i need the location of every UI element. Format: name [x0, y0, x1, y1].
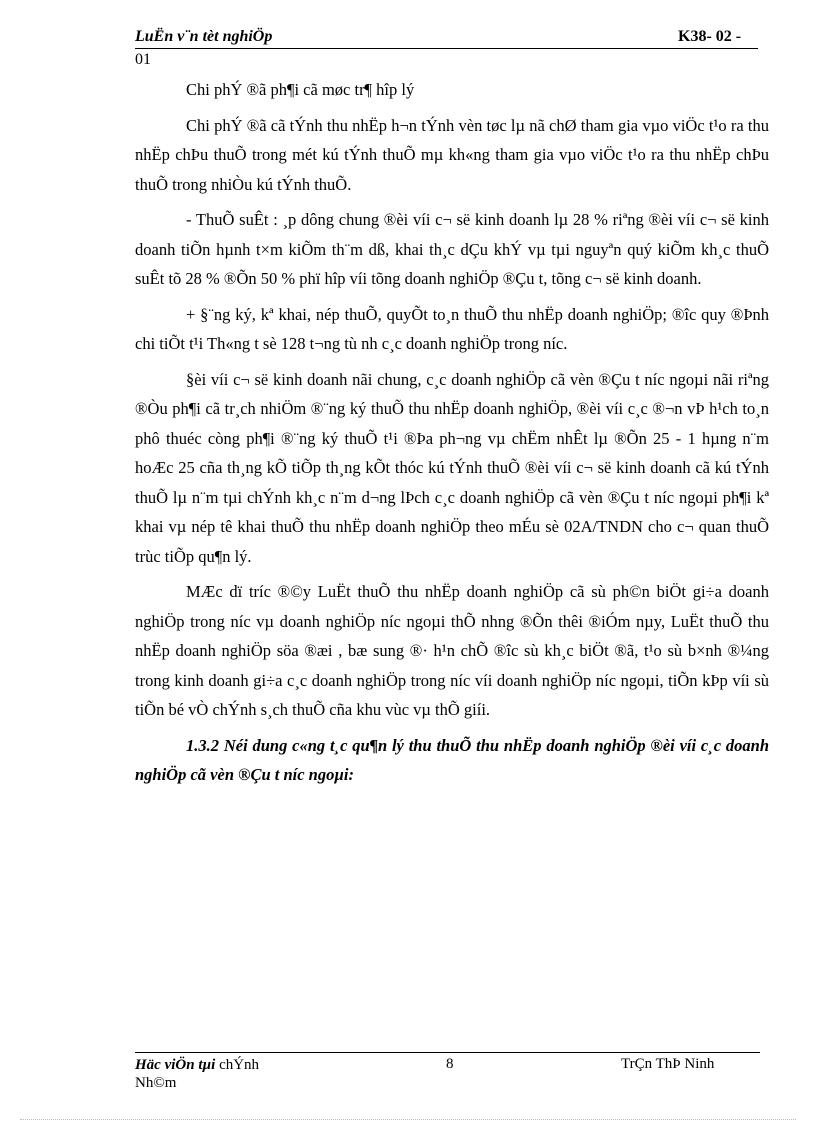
- header-class-code: K38- 02 -: [678, 28, 742, 45]
- paragraph: - ThuÕ suÊt : ¸p dông chung ®èi víi c¬ së kinh doanh lµ 28 % riªng ®èi víi c¬ së kinh doanh tiÕn hµnh t×m kiÕm th¨m dß, khai th¸c dÇu khÝ vµ tµi nguyªn quý kiÕm kh¸c thuÕ suÊt tõ 28 % ®Õn 50 % phï hîp víi tõng doanh nghiÖp ®Çu t, tõng c¬ së kinh doanh.: [135, 210, 769, 288]
- header-divider: [135, 48, 758, 49]
- footer-divider: [135, 1052, 760, 1053]
- header-class-code-wrap: 01: [135, 51, 151, 68]
- body-text: [135, 75, 769, 796]
- footer-institution-wrap: Nh©m: [135, 1075, 177, 1091]
- page-number: 8: [446, 1056, 454, 1072]
- header-thesis-title: LuËn v¨n tèt nghiÖp: [135, 28, 273, 45]
- footer-author: TrÇn ThÞ Ninh: [621, 1056, 715, 1072]
- paragraph: Chi phÝ ®ã ph¶i cã møc tr¶ hîp lý: [186, 80, 415, 99]
- paragraph: Chi phÝ ®ã cã tÝnh thu nhËp h¬n tÝnh vèn tøc lµ nã chØ tham gia vµo viÖc t¹o ra thu nhËp chÞu thuÕ trong mét kú tÝnh thuÕ mµ kh«ng tham gia vµo viÖc t¹o ra thu nhËp chÞu thuÕ trong nhiÒu kú tÝnh thuÕ.: [135, 115, 769, 194]
- paragraph: §èi víi c¬ së kinh doanh nãi chung, c¸c doanh nghiÖp cã vèn ®Çu t níc ngoµi nãi riªng ®Òu ph¶i cã tr¸ch nhiÖm ®¨ng ký thuÕ thu nhËp doanh nghiÖp, ®èi víi c¸c ®¬n vÞ h¹ch to¸n phô thuéc còng ph¶i ®¨ng ký thuÕ t¹i ®Þa ph¬ng vµ chËm nhÊt lµ ®Õn 25 - 1 hµng n¨m hoÆc 25 cña th¸ng kÕ tiÕp th¸ng kÕt thóc kú tÝnh thuÕ ®èi víi c¬ së kinh doanh cã kú tÝnh thuÕ lµ n¨m tµi chÝnh kh¸c n¨m d¬ng lÞch c¸c doanh nghiÖp cã vèn ®Çu t níc ngoµi ph¶i kª khai vµ nép tê khai thuÕ thu nhËp doanh nghiÖp theo mÉu sè 02A/TNDN cho c¬ quan thuÕ trùc tiÕp qu¶n lý.: [135, 369, 769, 566]
- footer-institution-italic: Häc viÖn tµi: [135, 1057, 216, 1073]
- section-heading: 1.3.2 Néi dung c«ng t¸c qu¶n lý thu thuÕ thu nhËp doanh nghiÖp ®èi víi c¸c doanh nghiÖp cã vèn ®Çu t níc ngoµi:: [135, 735, 769, 784]
- page-edge-dotted-line: [20, 1119, 796, 1120]
- footer-institution: [135, 1056, 305, 1092]
- footer-institution-rest: chÝnh: [215, 1057, 260, 1073]
- paragraph: MÆc dï tríc ®©y LuËt thuÕ thu nhËp doanh nghiÖp cã sù ph©n biÖt gi÷a doanh nghiÖp trong níc vµ doanh nghiÖp níc ngoµi thÕ nhng ®Õn thêi ®iÓm nµy, LuËt thuÕ thu nhËp doanh nghiÖp söa ®æi , bæ sung ®· h¹n chÕ ®îc sù kh¸c biÖt ®ã, t¹o sù b×nh ®¼ng trong kinh doanh gi÷a c¸c doanh nghiÖp trong níc víi doanh nghiÖp níc ngoµi, tiÕn kÞp víi sù tiÕn bé vÒ chÝnh s¸ch thuÕ cña khu vùc vµ thÕ giíi.: [135, 582, 769, 719]
- paragraph: + §¨ng ký, kª khai, nép thuÕ, quyÕt to¸n thuÕ thu nhËp doanh nghiÖp; ®îc quy ®Þnh chi tiÕt t¹i Th«ng t sè 128 t¬ng tù nh c¸c doanh nghiÖp trong níc.: [135, 304, 769, 353]
